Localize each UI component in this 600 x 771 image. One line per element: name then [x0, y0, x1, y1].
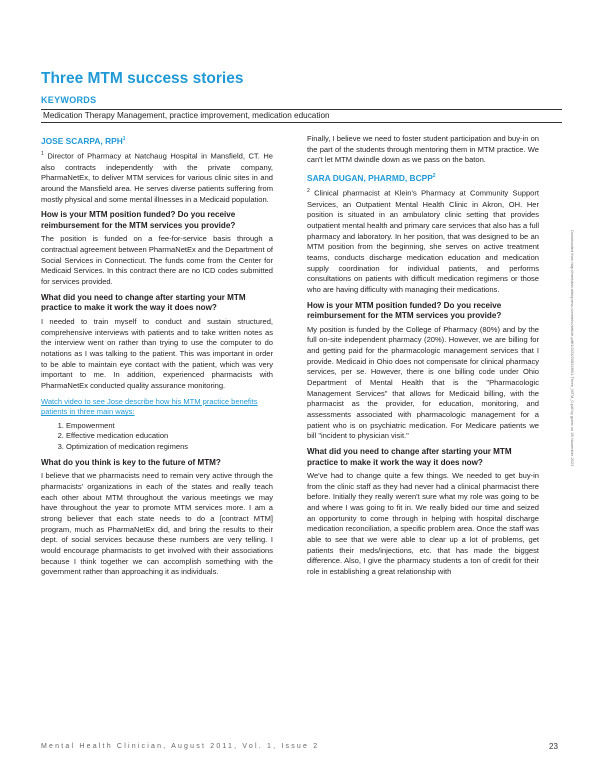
keywords-text: Medication Therapy Management, practice improvement, medication education [43, 111, 330, 120]
watch-video-link[interactable]: Watch video to see Jose describe how his MTM practice benefits patients in three main ways: [41, 396, 258, 417]
author-bio: $^2$ Clinical pharmacist at Klein's Pharmacy at Community Support Services, an Outpatient Mental Health Clinic in Akron, OH. Her position is situated in an ambulatory clinic setting that provides outpatient mental health and primary care services that also has a full pharmacy and laboratory. In her position, that was designed to be an MTM position from the beginning, she serves on active treatment teams, conducts discharge medication education and medication supply coordination for individual patients, and performs consultations on patients with difficult medication regimens or those who are having difficulty with managing their medications. [307, 188, 539, 294]
download-margin-note: Downloaded from http://meridian.allenpress.com/mhc/article-pdf/1/2/23/2083280/1.Three_MTM_0.pdf by guest on 28 November 2023 [570, 230, 575, 467]
keywords-heading: KEYWORDS [41, 95, 97, 105]
benefits-list [41, 421, 273, 453]
author-affiliation-marker: 1 [122, 136, 126, 142]
question-heading: What did you need to change after starting your MTM practice to make it work the way it does now? [307, 446, 512, 467]
question-heading: What did you need to change after starting your MTM practice to make it work the way it does now? [41, 292, 246, 313]
bio-marker: 2 [307, 188, 310, 195]
question-heading: How is your MTM position funded? Do you receive reimbursement for the MTM services you provide? [307, 300, 502, 321]
answer-paragraph: I needed to train myself to conduct and sustain structured, comprehensive interviews with patients and to take written notes as the interview went on rather than trying to use the computer to do notations as I was talking to the patient. This was important in order to be able to maintain eye contact with the patient, which was very important to me. In addition, experienced pharmacists with PharmaNetEx conducted quality assurance monitoring. [41, 316, 273, 390]
bio-marker: 1 [41, 151, 44, 158]
question-heading: What do you think is key to the future of MTM? [41, 457, 221, 467]
author-name-jose: JOSE SCARPA, RPH$^1$ [41, 135, 126, 146]
list-item: 1. Empowerment [66, 421, 273, 432]
author-affiliation-marker: 2 [432, 172, 436, 179]
question-heading: How is your MTM position funded? Do you receive reimbursement for the MTM services you provide? [41, 210, 236, 230]
author-name-sara: SARA DUGAN, PHARMD, BCPP$^2$ [307, 172, 436, 183]
list-item: 2. Effective medication education [66, 431, 273, 442]
right-column [307, 134, 539, 583]
journal-footer: Mental Health Clinician, August 2011, Vol. 1, Issue 2 [41, 743, 320, 750]
answer-paragraph: I believe that we pharmacists need to remain very active through the pharmacists' organizations in each of the states and really teach each other about MTM throughout the various meetings we may have throughout the year to promote MTM services more. I am a strong believer that each state needs to do a [contract MTM] program, much as PharmaNetEx did, and bring the results to their dept. of social services because these numbers are very telling. I would encourage pharmacists to get involved with their associations because I think together we can accomplish something with the government rather than approaching it as individuals. [41, 471, 273, 577]
page-number: 23 [549, 742, 558, 751]
article-title: Three MTM success stories [41, 70, 244, 87]
keywords-box [41, 109, 562, 123]
answer-paragraph: We've had to change quite a few things. We needed to get buy-in from the clinic staff as they had never had a clinical pharmacist there before. Initially they really weren't sure what my role was going to be and where I was going to fit in. We really bided our time and seized an opportunity to come through in helping with hospital discharge medication reconciliation, a specific problem area. Once the staff was able to see that we were able to clear up a lot of problems, get patients their meds/injections, etc. that has made the biggest difference. Also, I give the pharmacy students a ton of credit for their role in establishing a great relationship with [307, 471, 539, 576]
left-column [41, 134, 273, 583]
author-bio: $^1$ Director of Pharmacy at Natchaug Hospital in Mansfield, CT. He also contracts independently with the private company, PharmaNetEx, to deliver MTM services for various clinic sites in and around the Mansfield area. He serves diverse patients suffering from mostly physical and some mental illnesses in a Medicaid population. [41, 151, 273, 204]
list-item: 3. Optimization of medication regimens [66, 442, 273, 453]
answer-paragraph: My position is funded by the College of Pharmacy (80%) and by the full on-site independent pharmacy (20%). However, we are billing for and getting paid for the pharmacologic management services that I provide. Medicaid in Ohio does not compensate for clinical pharmacy services, per se. However, there is one billing code under Ohio Department of Mental Health that is the "Pharmacologic Management Services" that allows for Medicaid billing, with the pharmacist as the provider, for education, monitoring, and assessments associated with pharmacologic management for a patient who is on psychiatric medication. For Medicare patients we bill "incident to physician visit." [307, 324, 539, 441]
answer-paragraph: Finally, I believe we need to foster student participation and buy-in on the part of the students through mentoring them in MTM practice. We can't let MTM dwindle down as we pass on the baton. [307, 134, 539, 165]
answer-paragraph: The position is funded on a fee-for-service basis through a contractual agreement between PharmaNetEx and the Department of Social Services in Connecticut. The funds come from the Center for Medicaid Services. In this contract there are no ICD codes submitted for services provided. [41, 234, 273, 287]
